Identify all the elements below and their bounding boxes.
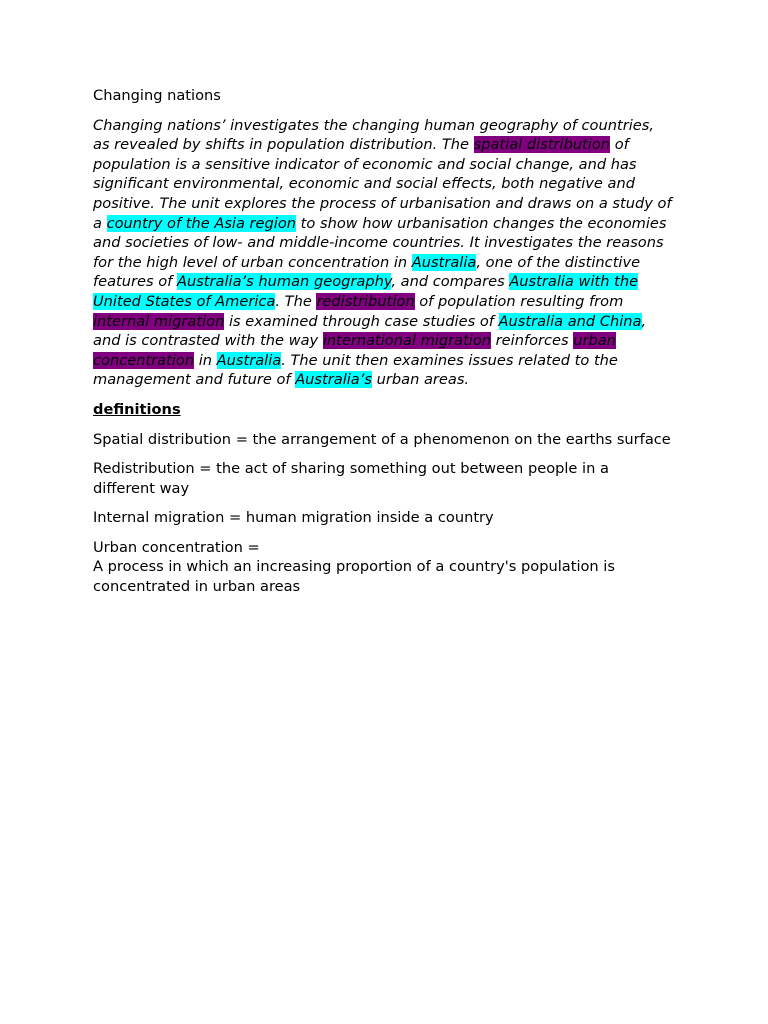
- definition-urban-concentration-meaning: A process in which an increasing proportion of a country's population is concentrated in urban areas: [93, 558, 615, 596]
- definition-redistribution: Redistribution = the act of sharing something out between people in a different way: [93, 460, 609, 497]
- intro-text-segment: urban areas.: [371, 371, 470, 389]
- intro-paragraph: [93, 116, 673, 390]
- highlighted-term-purple: internal migration: [93, 312, 225, 330]
- definition-urban-concentration-term: Urban concentration =: [93, 538, 260, 556]
- highlighted-term-cyan: Australia: [216, 351, 282, 369]
- intro-text-segment: . The: [275, 292, 317, 310]
- highlighted-term-cyan: Australia with the United States of America: [93, 273, 639, 310]
- intro-text-segment: in: [194, 351, 217, 369]
- intro-text-segment: of population is a sensitive indicator of economic and social change, and has significant environmental, economic and social effects, both negative and positive. The unit explores the process of urbanisation and draws on a study of a: [93, 136, 672, 232]
- highlighted-term-cyan: Australia’s human geography: [176, 273, 392, 291]
- highlighted-term-purple: redistribution: [316, 292, 415, 310]
- intro-text-segment: , and is contrasted with the way: [93, 312, 647, 350]
- highlighted-term-purple: urban concentration: [93, 332, 616, 369]
- highlighted-term-purple: international migration: [322, 332, 492, 350]
- highlighted-term-purple: spatial distribution: [473, 136, 611, 154]
- document-page: [93, 86, 673, 607]
- intro-text-segment: . The unit then examines issues related to the management and future of: [93, 351, 618, 389]
- intro-text-segment: , one of the distinctive features of: [93, 253, 641, 291]
- highlighted-term-cyan: Australia: [411, 253, 477, 271]
- intro-text-segment: is examined through case studies of: [224, 312, 499, 330]
- intro-text-segment: Changing nations’ investigates the changing human geography of countries, as revealed by shifts in population distribution. The: [93, 116, 654, 154]
- definition-urban-concentration: [93, 538, 673, 597]
- document-title: Changing nations: [93, 87, 221, 104]
- intro-text-segment: to show how urbanisation changes the economies and societies of low- and middle-income countries. It investigates the reasons for the high level of urban concentration in: [93, 214, 667, 271]
- highlighted-term-cyan: Australia’s: [295, 371, 372, 389]
- intro-text-segment: , and compares: [391, 273, 510, 291]
- definition-internal-migration: Internal migration = human migration inside a country: [93, 509, 494, 527]
- highlighted-term-cyan: country of the Asia region: [106, 214, 297, 232]
- definitions-heading: definitions: [93, 400, 181, 418]
- intro-text-segment: reinforces: [491, 332, 574, 350]
- definition-spatial-distribution: Spatial distribution = the arrangement of a phenomenon on the earths surface: [93, 430, 671, 448]
- intro-text-segment: of population resulting from: [414, 292, 624, 310]
- highlighted-term-cyan: Australia and China: [498, 312, 642, 330]
